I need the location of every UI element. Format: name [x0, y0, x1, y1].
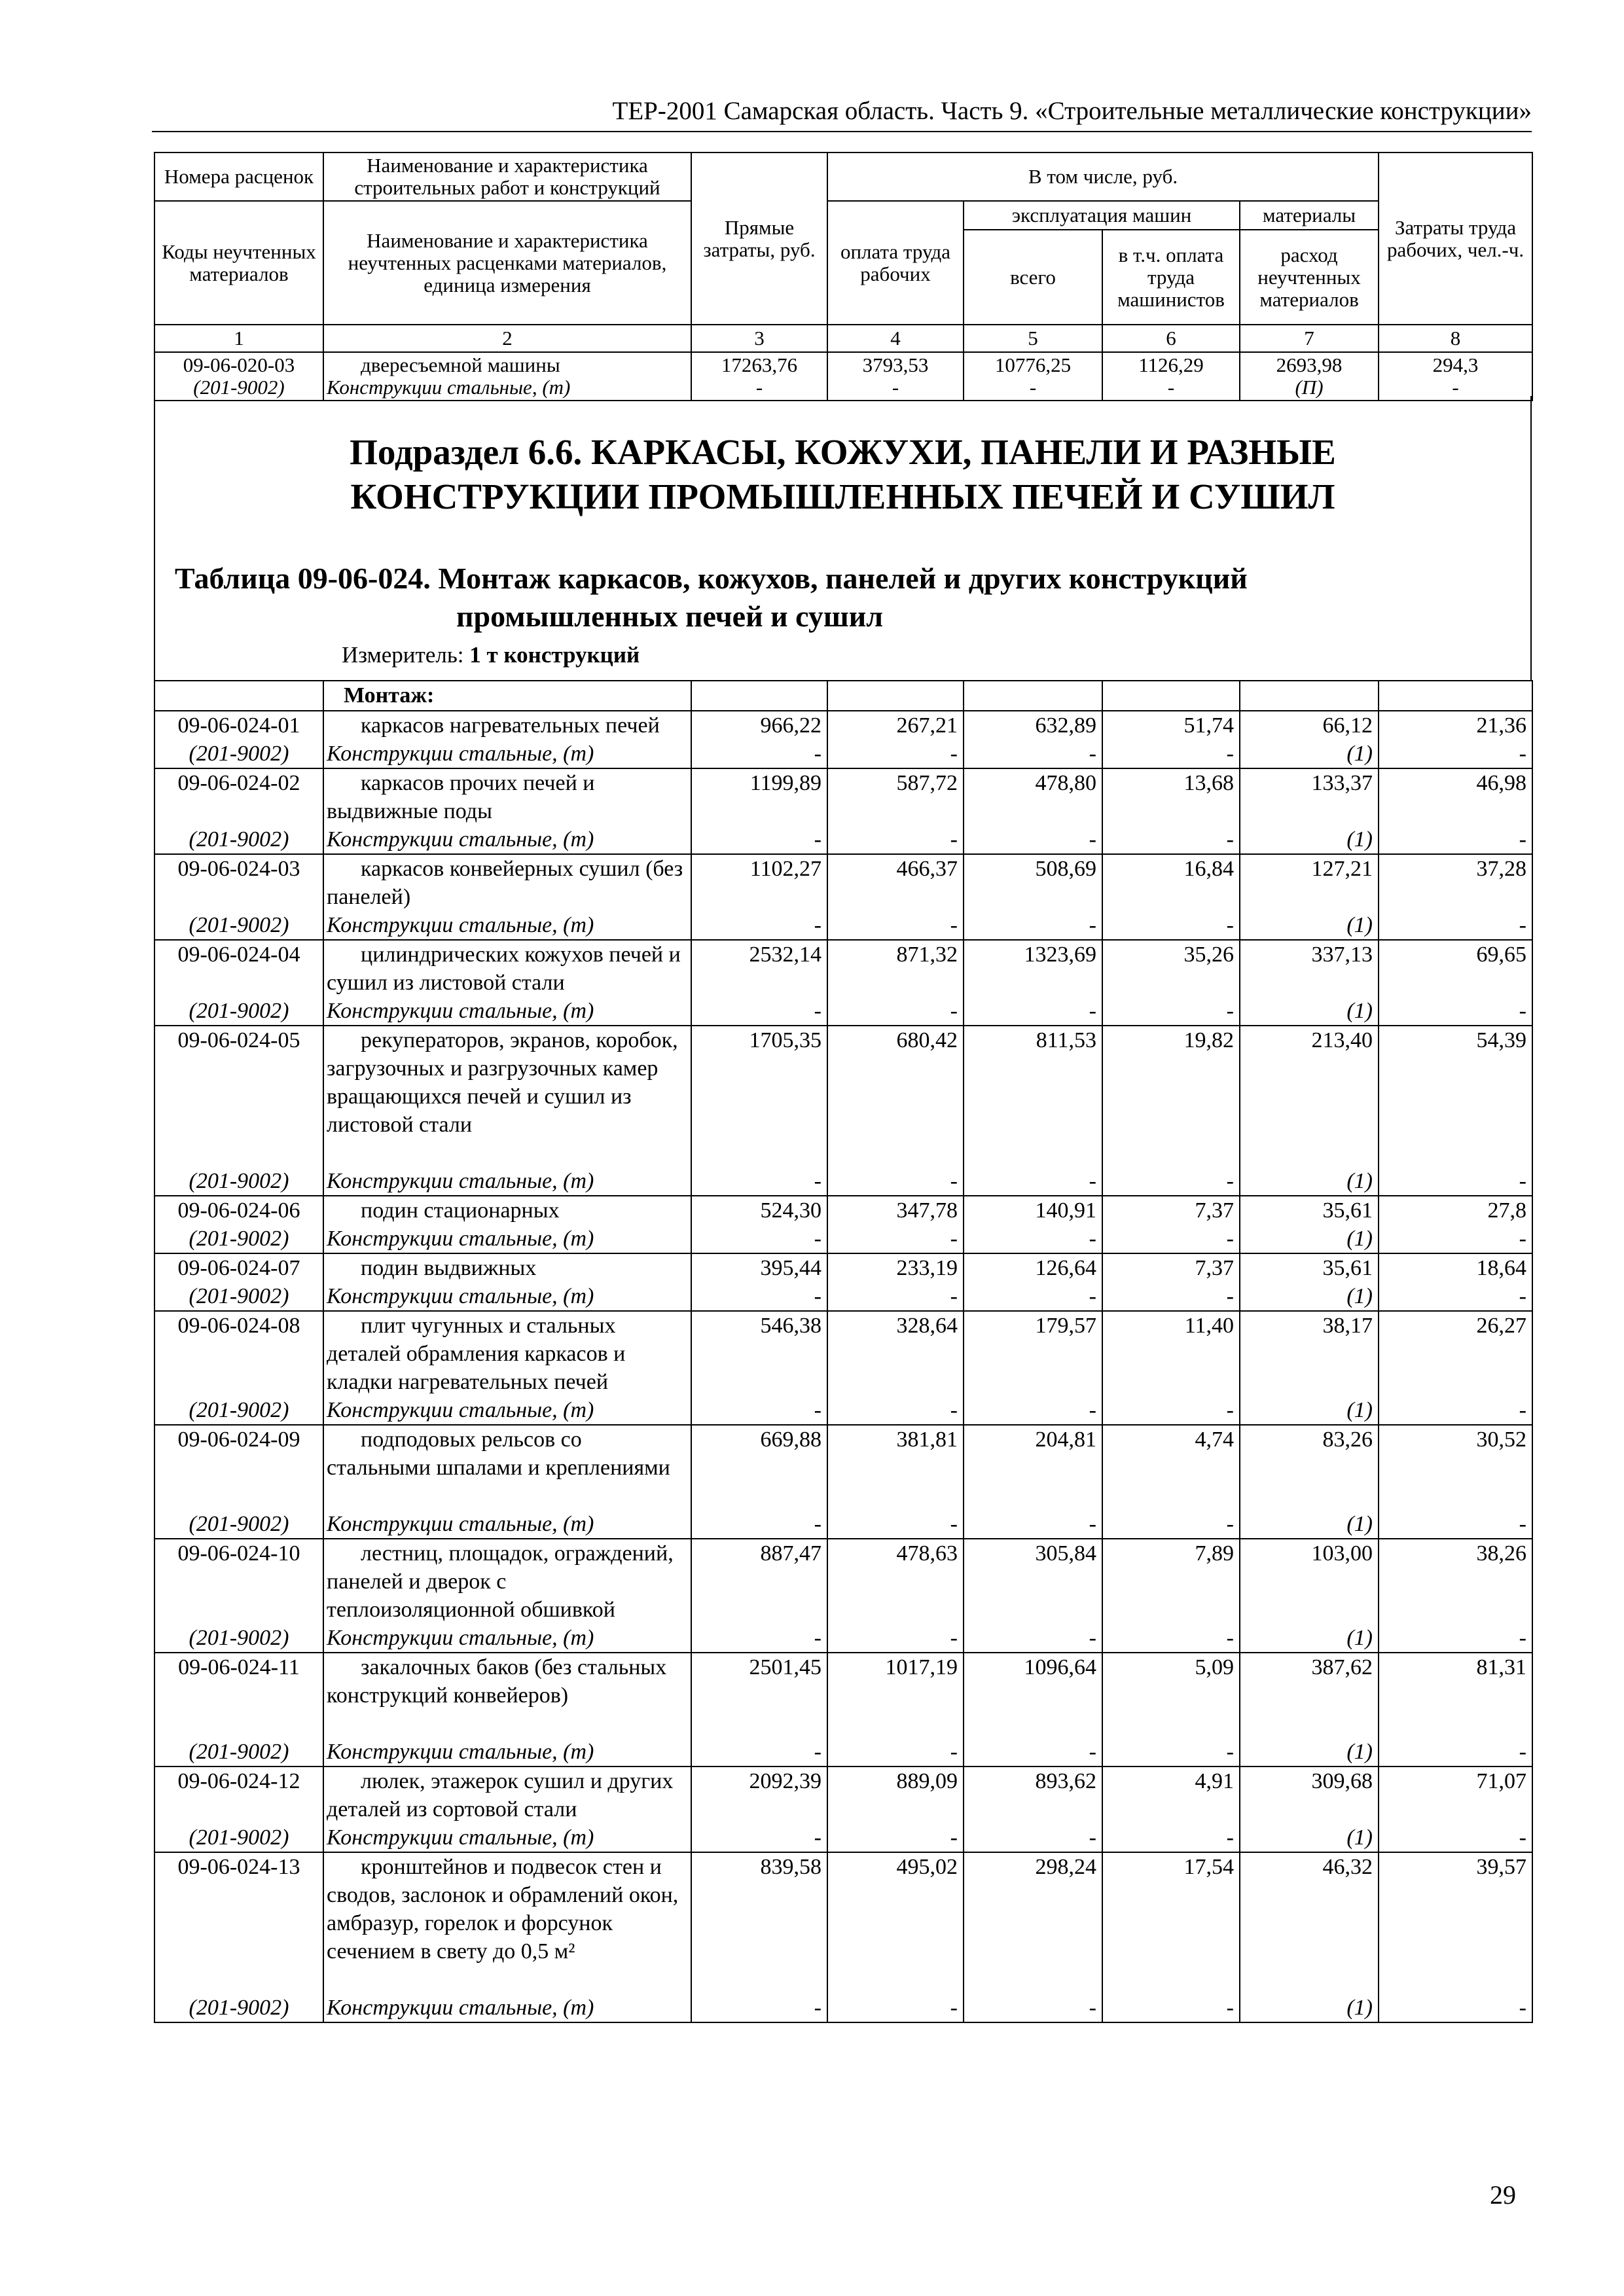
sub-value-cell: (1): [1346, 742, 1373, 766]
sub-value-cell: (1): [1346, 913, 1373, 937]
table-row: [154, 1196, 1532, 1253]
material-code: (201-9002): [189, 999, 289, 1023]
column-number: 7: [1240, 325, 1379, 352]
value-cell: 35,61: [1322, 1256, 1373, 1280]
sub-value-cell: -: [950, 1398, 958, 1422]
value-cell: 2501,45: [749, 1655, 821, 1679]
value-cell: 1199,89: [749, 771, 821, 795]
sub-value-cell: -: [1226, 1227, 1234, 1251]
sub-value-cell: -: [1226, 1626, 1234, 1650]
value-cell: 103,00: [1311, 1541, 1373, 1566]
table-row: [154, 711, 1532, 768]
sub-value-cell: -: [1519, 1227, 1526, 1251]
header-labor-hours: Затраты труда рабочих, чел.-ч.: [1379, 152, 1532, 325]
sub-value-cell: -: [1089, 1740, 1096, 1764]
value-cell: 966,22: [760, 713, 821, 738]
table-row: [154, 768, 1532, 854]
value-cell: 213,40: [1311, 1028, 1373, 1052]
value-cell: 1323,69: [1024, 942, 1096, 967]
material-name: Конструкции стальные, (т): [327, 1398, 594, 1422]
sub-value-cell: (1): [1346, 1626, 1373, 1650]
sub-value-cell: -: [814, 1398, 821, 1422]
sub-value-cell: (П): [1295, 376, 1324, 399]
value-cell: 38,26: [1476, 1541, 1526, 1566]
sub-value-cell: -: [950, 1512, 958, 1536]
sub-value-cell: -: [950, 1825, 958, 1850]
table-header: [154, 152, 1533, 401]
rate-code: 09-06-024-05: [177, 1028, 300, 1052]
value-cell: 54,39: [1476, 1028, 1526, 1052]
header-materials-sub: расход неучтенных материалов: [1240, 230, 1379, 325]
sub-value-cell: -: [814, 742, 821, 766]
value-cell: 179,57: [1035, 1314, 1096, 1338]
header-machines: эксплуатация машин: [964, 201, 1240, 230]
table-row: [154, 352, 1532, 401]
value-cell: 7,89: [1195, 1541, 1234, 1566]
material-name: Конструкции стальные, (т): [327, 913, 594, 937]
material-name: Конструкции стальные, (т): [327, 1284, 594, 1308]
value-cell: 2532,14: [749, 942, 821, 967]
sub-value-cell: -: [1226, 742, 1234, 766]
material-code: (201-9002): [189, 1227, 289, 1251]
rate-code: 09-06-024-10: [177, 1541, 300, 1566]
value-cell: 1705,35: [749, 1028, 821, 1052]
column-number: 6: [1102, 325, 1240, 352]
sub-value-cell: (1): [1346, 1398, 1373, 1422]
header-machines-labor: в т.ч. оплата труда машинистов: [1102, 230, 1240, 325]
table-row: [154, 1852, 1532, 2022]
sub-value-cell: -: [1519, 1996, 1526, 2020]
material-name: Конструкции стальные, (т): [327, 827, 594, 852]
value-cell: 889,09: [896, 1769, 958, 1793]
material-name: Конструкции стальные, (т): [327, 1740, 594, 1764]
sub-value-cell: (1): [1346, 1740, 1373, 1764]
montage-row: [154, 681, 1532, 711]
material-code: (201-9002): [189, 1512, 289, 1536]
sub-value-cell: -: [1089, 1996, 1096, 2020]
sub-value-cell: (1): [1346, 1169, 1373, 1193]
value-cell: 871,32: [896, 942, 958, 967]
value-cell: 4,91: [1195, 1769, 1234, 1793]
sub-value-cell: -: [814, 1626, 821, 1650]
value-cell: 294,3: [1432, 353, 1479, 376]
table-row: [154, 1311, 1532, 1425]
sub-value-cell: -: [950, 1740, 958, 1764]
value-cell: 5,09: [1195, 1655, 1234, 1679]
value-cell: 478,63: [896, 1541, 958, 1566]
rate-code: 09-06-024-11: [178, 1655, 300, 1679]
value-cell: 328,64: [896, 1314, 958, 1338]
sub-value-cell: -: [892, 376, 899, 399]
table-row: [154, 1767, 1532, 1852]
work-name: рекуператоров, экранов, коробок, загрузочных и разгрузочных камер вращающихся печей и сушил из листовой стали: [327, 1028, 678, 1137]
sub-value-cell: -: [1226, 913, 1234, 937]
value-cell: 337,13: [1311, 942, 1373, 967]
work-name: люлек, этажерок сушил и других деталей из сортовой стали: [327, 1769, 674, 1821]
value-cell: 127,21: [1311, 857, 1373, 881]
value-cell: 1102,27: [749, 857, 821, 881]
sub-value-cell: (1): [1346, 1825, 1373, 1850]
value-cell: 81,31: [1476, 1655, 1526, 1679]
value-cell: 133,37: [1311, 771, 1373, 795]
value-cell: 2693,98: [1276, 353, 1343, 376]
value-cell: 39,57: [1476, 1855, 1526, 1879]
sub-value-cell: -: [814, 999, 821, 1023]
sub-value-cell: -: [1226, 1825, 1234, 1850]
column-number: 3: [691, 325, 827, 352]
unit-of-measure: [342, 642, 640, 668]
value-cell: 839,58: [760, 1855, 821, 1879]
material-code: (201-9002): [189, 1169, 289, 1193]
sub-value-cell: -: [1519, 1398, 1526, 1422]
column-number: 2: [323, 325, 691, 352]
sub-value-cell: -: [1089, 999, 1096, 1023]
sub-value-cell: -: [1226, 1996, 1234, 2020]
material-name: Конструкции стальные, (т): [327, 999, 594, 1023]
value-cell: 233,19: [896, 1256, 958, 1280]
table-title-line: промышленных печей и сушил: [456, 600, 884, 633]
sub-value-cell: -: [1519, 913, 1526, 937]
work-name: плит чугунных и стальных деталей обрамления каркасов и кладки нагревательных печей: [327, 1314, 626, 1394]
value-cell: 30,52: [1476, 1427, 1526, 1452]
material-code: (201-9002): [189, 827, 289, 852]
header-including: В том числе, руб.: [827, 152, 1379, 201]
value-cell: 204,81: [1035, 1427, 1096, 1452]
value-cell: 19,82: [1183, 1028, 1234, 1052]
sub-value-cell: -: [1089, 1512, 1096, 1536]
sub-value-cell: -: [1519, 1284, 1526, 1308]
sub-value-cell: -: [1519, 1169, 1526, 1193]
sub-value-cell: -: [814, 913, 821, 937]
sub-value-cell: -: [1089, 1169, 1096, 1193]
sub-value-cell: (1): [1346, 827, 1373, 852]
rate-code: 09-06-024-07: [177, 1256, 300, 1280]
column-number: 5: [964, 325, 1102, 352]
sub-value-cell: -: [1089, 827, 1096, 852]
material-name: Конструкции стальные, (т): [327, 1227, 594, 1251]
sub-value-cell: -: [814, 1740, 821, 1764]
value-cell: 7,37: [1195, 1198, 1234, 1223]
montage-label: Монтаж:: [323, 681, 691, 711]
column-number: 4: [827, 325, 964, 352]
material-name: Конструкции стальные, (т): [327, 1825, 594, 1850]
value-cell: 395,44: [760, 1256, 821, 1280]
value-cell: 2092,39: [749, 1769, 821, 1793]
work-name: каркасов конвейерных сушил (без панелей): [327, 857, 683, 909]
material-code: (201-9002): [189, 1626, 289, 1650]
value-cell: 305,84: [1035, 1541, 1096, 1566]
work-name: каркасов прочих печей и выдвижные поды: [327, 771, 595, 823]
sub-value-cell: (1): [1346, 1512, 1373, 1536]
value-cell: 669,88: [760, 1427, 821, 1452]
sub-value-cell: -: [1519, 1626, 1526, 1650]
value-cell: 508,69: [1035, 857, 1096, 881]
value-cell: 347,78: [896, 1198, 958, 1223]
material-code: (201-9002): [189, 1284, 289, 1308]
value-cell: 17263,76: [721, 353, 798, 376]
rates-table: [154, 680, 1533, 2023]
value-cell: 17,54: [1183, 1855, 1234, 1879]
table-row: [154, 1253, 1532, 1311]
sub-value-cell: -: [950, 742, 958, 766]
header-machines-total: всего: [964, 230, 1102, 325]
sub-value-cell: -: [1519, 742, 1526, 766]
sub-value-cell: -: [1089, 1398, 1096, 1422]
sub-value-cell: -: [1089, 742, 1096, 766]
value-cell: 309,68: [1311, 1769, 1373, 1793]
rate-code: 09-06-024-06: [177, 1198, 300, 1223]
sub-value-cell: -: [950, 1284, 958, 1308]
sub-value-cell: -: [950, 1169, 958, 1193]
sub-value-cell: -: [950, 1626, 958, 1650]
sub-value-cell: -: [1226, 1740, 1234, 1764]
sub-value-cell: -: [755, 376, 763, 399]
sub-value-cell: (1): [1346, 1284, 1373, 1308]
sub-value-cell: -: [814, 827, 821, 852]
rate-code: 09-06-020-03: [183, 353, 295, 376]
value-cell: 680,42: [896, 1028, 958, 1052]
work-name: закалочных баков (без стальных конструкций конвейеров): [327, 1655, 667, 1708]
sub-value-cell: -: [814, 1284, 821, 1308]
header-name-top: Наименование и характеристика строительных работ и конструкций: [323, 152, 691, 201]
sub-value-cell: (1): [1346, 999, 1373, 1023]
material-name: Конструкции стальные, (т): [327, 1169, 594, 1193]
value-cell: 632,89: [1035, 713, 1096, 738]
table-title: [175, 560, 1248, 636]
sub-value-cell: -: [1029, 376, 1037, 399]
value-cell: 267,21: [896, 713, 958, 738]
sub-value-cell: -: [1519, 1825, 1526, 1850]
value-cell: 11,40: [1184, 1314, 1234, 1338]
material-name: Конструкции стальные, (т): [327, 1512, 594, 1536]
sub-value-cell: -: [1089, 1284, 1096, 1308]
section-title: [155, 430, 1530, 519]
value-cell: 21,36: [1476, 713, 1526, 738]
section-block: [154, 396, 1532, 680]
material-code: (201-9002): [189, 1825, 289, 1850]
sub-value-cell: -: [1167, 376, 1175, 399]
sub-value-cell: -: [1519, 1512, 1526, 1536]
rate-code: 09-06-024-02: [177, 771, 300, 795]
sub-value-cell: -: [1226, 1169, 1234, 1193]
meter-value: 1 т конструкций: [469, 642, 640, 668]
meter-label: Измеритель:: [342, 642, 464, 668]
material-code: (201-9002): [189, 1740, 289, 1764]
running-header: ТЕР-2001 Самарская область. Часть 9. «Строительные металлические конструкции»: [152, 92, 1532, 132]
page-number: 29: [1490, 2180, 1516, 2210]
sub-value-cell: (1): [1346, 1996, 1373, 2020]
value-cell: 51,74: [1183, 713, 1234, 738]
sub-value-cell: -: [814, 1512, 821, 1536]
value-cell: 35,26: [1183, 942, 1234, 967]
sub-value-cell: -: [814, 1227, 821, 1251]
table-row: [154, 1653, 1532, 1767]
value-cell: 37,28: [1476, 857, 1526, 881]
section-title-line: Подраздел 6.6. КАРКАСЫ, КОЖУХИ, ПАНЕЛИ И РАЗНЫЕ: [350, 432, 1336, 472]
sub-value-cell: -: [950, 913, 958, 937]
sub-value-cell: -: [1089, 1626, 1096, 1650]
value-cell: 1096,64: [1024, 1655, 1096, 1679]
value-cell: 298,24: [1035, 1855, 1096, 1879]
table-row: [154, 854, 1532, 940]
column-number: 8: [1379, 325, 1532, 352]
value-cell: 26,27: [1476, 1314, 1526, 1338]
material-code: (201-9002): [189, 913, 289, 937]
value-cell: 18,64: [1476, 1256, 1526, 1280]
table-row: [154, 940, 1532, 1026]
column-number: 1: [154, 325, 323, 352]
value-cell: 46,32: [1322, 1855, 1373, 1879]
table-row: [154, 1425, 1532, 1539]
value-cell: 546,38: [760, 1314, 821, 1338]
value-cell: 35,61: [1322, 1198, 1373, 1223]
value-cell: 887,47: [760, 1541, 821, 1566]
header-labor-pay: оплата труда рабочих: [827, 201, 964, 325]
sub-value-cell: -: [814, 1169, 821, 1193]
sub-value-cell: -: [1226, 827, 1234, 852]
rate-code: 09-06-024-04: [177, 942, 300, 967]
rate-code: 09-06-024-13: [177, 1855, 300, 1879]
value-cell: 466,37: [896, 857, 958, 881]
work-name: подин стационарных: [361, 1198, 560, 1223]
header-name-bottom: Наименование и характеристика неучтенных расценками материалов, единица измерения: [323, 201, 691, 325]
work-name: лестниц, площадок, ограждений, панелей и дверок с теплоизоляционной обшивкой: [327, 1541, 674, 1622]
sub-value-cell: -: [1452, 376, 1459, 399]
work-name: каркасов нагревательных печей: [361, 713, 660, 738]
header-code-bottom: Коды неучтенных материалов: [154, 201, 323, 325]
sub-value-cell: -: [1226, 1398, 1234, 1422]
value-cell: 16,84: [1183, 857, 1234, 881]
column-number-row: [154, 325, 1532, 352]
sub-value-cell: (1): [1346, 1227, 1373, 1251]
sub-value-cell: -: [814, 1825, 821, 1850]
sub-value-cell: -: [1519, 1740, 1526, 1764]
rate-code: 09-06-024-12: [177, 1769, 300, 1793]
value-cell: 46,98: [1476, 771, 1526, 795]
value-cell: 1126,29: [1138, 353, 1204, 376]
value-cell: 7,37: [1195, 1256, 1234, 1280]
work-name: цилиндрических кожухов печей и сушил из листовой стали: [327, 942, 681, 995]
value-cell: 587,72: [896, 771, 958, 795]
rate-code: 09-06-024-01: [177, 713, 300, 738]
value-cell: 126,64: [1035, 1256, 1096, 1280]
value-cell: 140,91: [1035, 1198, 1096, 1223]
value-cell: 13,68: [1183, 771, 1234, 795]
value-cell: 1017,19: [885, 1655, 958, 1679]
value-cell: 66,12: [1322, 713, 1373, 738]
sub-value-cell: -: [1089, 1825, 1096, 1850]
sub-value-cell: -: [1226, 999, 1234, 1023]
section-title-line: КОНСТРУКЦИИ ПРОМЫШЛЕННЫХ ПЕЧЕЙ И СУШИЛ: [350, 476, 1335, 516]
sub-value-cell: -: [950, 1996, 958, 2020]
sub-value-cell: -: [950, 1227, 958, 1251]
value-cell: 71,07: [1476, 1769, 1526, 1793]
sub-value-cell: -: [1089, 913, 1096, 937]
value-cell: 10776,25: [994, 353, 1072, 376]
material-code: (201-9002): [189, 1996, 289, 2020]
value-cell: 38,17: [1322, 1314, 1373, 1338]
header-code-top: Номера расценок: [154, 152, 323, 201]
work-name: двересъемной машины: [361, 353, 560, 376]
value-cell: 811,53: [1036, 1028, 1096, 1052]
value-cell: 4,74: [1195, 1427, 1234, 1452]
value-cell: 893,62: [1035, 1769, 1096, 1793]
sub-value-cell: -: [950, 999, 958, 1023]
sub-value-cell: -: [1089, 1227, 1096, 1251]
sub-value-cell: -: [1226, 1512, 1234, 1536]
table-row: [154, 1026, 1532, 1196]
rate-code: 09-06-024-03: [177, 857, 300, 881]
header-direct-costs: Прямые затраты, руб.: [691, 152, 827, 325]
material-name: Конструкции стальные, (т): [327, 376, 571, 399]
table-title-line: Таблица 09-06-024. Монтаж каркасов, кожухов, панелей и других конструкций: [175, 562, 1248, 595]
value-cell: 387,62: [1311, 1655, 1373, 1679]
material-name: Конструкции стальные, (т): [327, 1996, 594, 2020]
value-cell: 524,30: [760, 1198, 821, 1223]
material-name: Конструкции стальные, (т): [327, 742, 594, 766]
value-cell: 69,65: [1476, 942, 1526, 967]
sub-value-cell: -: [1519, 827, 1526, 852]
material-code: (201-9002): [193, 376, 285, 399]
work-name: подподовых рельсов со стальными шпалами и креплениями: [327, 1427, 670, 1480]
value-cell: 27,8: [1487, 1198, 1526, 1223]
material-code: (201-9002): [189, 742, 289, 766]
work-name: подин выдвижных: [361, 1256, 537, 1280]
rate-code: 09-06-024-09: [177, 1427, 300, 1452]
value-cell: 3793,53: [862, 353, 929, 376]
material-name: Конструкции стальные, (т): [327, 1626, 594, 1650]
sub-value-cell: -: [1519, 999, 1526, 1023]
value-cell: 478,80: [1035, 771, 1096, 795]
value-cell: 83,26: [1322, 1427, 1373, 1452]
rate-code: 09-06-024-08: [177, 1314, 300, 1338]
sub-value-cell: -: [814, 1996, 821, 2020]
value-cell: 495,02: [896, 1855, 958, 1879]
work-name: кронштейнов и подвесок стен и сводов, заслонок и обрамлений окон, амбразур, горелок и форсунок сечением в свету до 0,5 м²: [327, 1855, 679, 1964]
material-code: (201-9002): [189, 1398, 289, 1422]
table-row: [154, 1539, 1532, 1653]
sub-value-cell: -: [1226, 1284, 1234, 1308]
header-materials: материалы: [1240, 201, 1379, 230]
value-cell: 381,81: [896, 1427, 958, 1452]
sub-value-cell: -: [950, 827, 958, 852]
